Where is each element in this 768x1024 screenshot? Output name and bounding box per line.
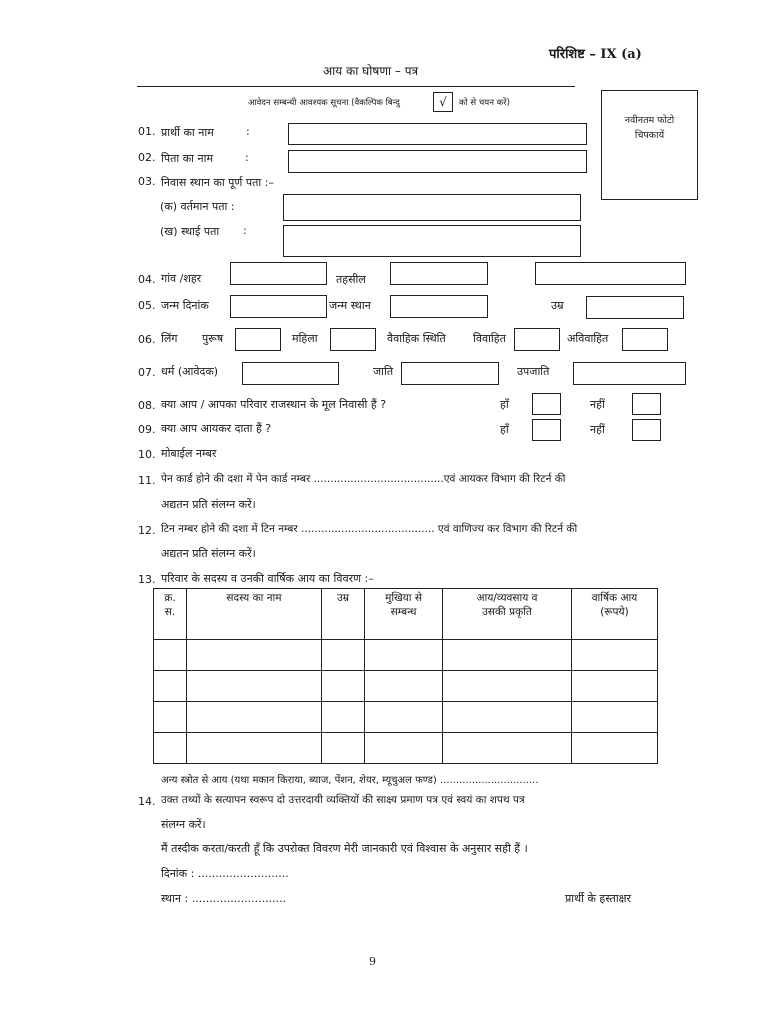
q14-line1: उक्त तथ्यों के सत्यापन स्वरूप दो उत्तरदायी व्यक्तियों की साक्ष्य प्रमाण पत्र एवं स्वयं का शपथ पत्र bbox=[161, 794, 525, 806]
q13-num: 13. bbox=[138, 573, 156, 586]
q06-num: 06. bbox=[138, 333, 156, 346]
q02-colon: : bbox=[245, 151, 249, 164]
q08-no-checkbox[interactable] bbox=[632, 393, 661, 415]
male-label: पुरूष bbox=[202, 332, 224, 345]
table-cell[interactable] bbox=[187, 671, 322, 702]
table-cell[interactable] bbox=[443, 733, 572, 764]
marital-status-label: वैवाहिक स्थिति bbox=[387, 332, 446, 345]
female-label: महिला bbox=[292, 332, 318, 345]
q01-num: 01. bbox=[138, 125, 156, 138]
appendix-label: परिशिष्ट – IX (a) bbox=[549, 47, 642, 62]
table-cell[interactable] bbox=[443, 702, 572, 733]
table-cell[interactable] bbox=[365, 640, 443, 671]
q14-num: 14. bbox=[138, 795, 156, 808]
table-cell[interactable] bbox=[572, 733, 658, 764]
table-cell[interactable] bbox=[154, 671, 187, 702]
table-row bbox=[154, 640, 658, 671]
unmarried-checkbox[interactable] bbox=[622, 328, 668, 351]
q14-line2: संलग्न करें। bbox=[161, 818, 206, 831]
table-cell[interactable] bbox=[365, 733, 443, 764]
age-field[interactable] bbox=[586, 296, 684, 319]
table-cell[interactable] bbox=[322, 702, 365, 733]
birthplace-field[interactable] bbox=[390, 295, 488, 318]
permanent-address-colon: : bbox=[243, 224, 247, 237]
q08-no-label: नहीं bbox=[590, 398, 605, 411]
table-cell[interactable] bbox=[365, 702, 443, 733]
district-field[interactable] bbox=[535, 262, 686, 285]
age-header: उम्र bbox=[322, 589, 365, 640]
date-line: दिनांक : .......................... bbox=[161, 867, 289, 880]
tick-box bbox=[433, 92, 453, 112]
q05-num: 05. bbox=[138, 299, 156, 312]
q03-num: 03. bbox=[138, 175, 156, 188]
unmarried-label: अविवाहित bbox=[567, 332, 609, 345]
married-checkbox[interactable] bbox=[514, 328, 560, 351]
q11-num: 11. bbox=[138, 474, 156, 487]
page-title: आय का घोषणा – पत्र bbox=[323, 64, 419, 78]
table-cell[interactable] bbox=[187, 733, 322, 764]
tehsil-label: तहसील bbox=[336, 273, 366, 286]
q04-label: गांव /शहर bbox=[161, 272, 202, 285]
member-name-header: सदस्य का नाम bbox=[187, 589, 322, 640]
table-cell[interactable] bbox=[154, 640, 187, 671]
q08-yes-label: हाँ bbox=[500, 398, 509, 411]
photo-box-line2: चिपकायें bbox=[634, 130, 665, 141]
birth-date-field[interactable] bbox=[230, 295, 327, 318]
annual-income-header: वार्षिक आय (रूपये) bbox=[572, 589, 658, 640]
declaration-text: मैं तस्दीक करता/करती हूँ कि उपरोक्त विवरण मेरी जानकारी एवं विश्वास के अनुसार सही हैं । bbox=[161, 842, 528, 855]
q05-label: जन्म दिनांक bbox=[161, 299, 209, 312]
q01-label: प्रार्थी का नाम bbox=[161, 126, 214, 139]
q11-line2: अद्यतन प्रति संलग्न करें। bbox=[161, 498, 256, 511]
subcaste-label: उपजाति bbox=[517, 365, 550, 378]
other-income-line: अन्य स्त्रोत से आय (यथा मकान किराया, ब्याज, पेंशन, शेयर, म्यूचुअल फण्ड) ............................... bbox=[161, 775, 539, 786]
q12-line2: अद्यतन प्रति संलग्न करें। bbox=[161, 547, 256, 560]
q09-no-label: नहीं bbox=[590, 423, 605, 436]
birthplace-label: जन्म स्थान bbox=[329, 299, 371, 312]
table-header-row bbox=[154, 589, 658, 640]
table-cell[interactable] bbox=[322, 640, 365, 671]
signature-label: प्रार्थी के हस्ताक्षर bbox=[565, 892, 632, 905]
table-cell[interactable] bbox=[443, 640, 572, 671]
table-cell[interactable] bbox=[187, 640, 322, 671]
table-cell[interactable] bbox=[187, 702, 322, 733]
married-label: विवाहित bbox=[473, 332, 506, 345]
q09-num: 09. bbox=[138, 423, 156, 436]
current-address-label: (क) वर्तमान पता : bbox=[160, 200, 235, 213]
subcaste-field[interactable] bbox=[573, 362, 686, 385]
q01-colon: : bbox=[246, 125, 250, 138]
occupation-header: आय/व्यवसाय व उसकी प्रकृति bbox=[443, 589, 572, 640]
table-row bbox=[154, 702, 658, 733]
female-checkbox[interactable] bbox=[330, 328, 376, 351]
instruction-suffix: को से चयन करें) bbox=[459, 98, 510, 108]
table-cell[interactable] bbox=[572, 702, 658, 733]
q09-yes-label: हाँ bbox=[500, 423, 509, 436]
age-label: उम्र bbox=[551, 299, 564, 312]
q07-num: 07. bbox=[138, 366, 156, 379]
photo-box[interactable] bbox=[601, 90, 698, 200]
table-cell[interactable] bbox=[572, 640, 658, 671]
q06-label: लिंग bbox=[161, 332, 178, 345]
q03-label: निवास स्थान का पूर्ण पता :– bbox=[161, 176, 274, 189]
q12-num: 12. bbox=[138, 524, 156, 537]
table-cell[interactable] bbox=[154, 702, 187, 733]
q09-no-checkbox[interactable] bbox=[632, 419, 661, 441]
relation-header: मुखिया से सम्बन्ध bbox=[365, 589, 443, 640]
applicant-name-field[interactable] bbox=[288, 123, 587, 145]
table-cell[interactable] bbox=[365, 671, 443, 702]
table-cell[interactable] bbox=[154, 733, 187, 764]
tick-icon: √ bbox=[439, 95, 447, 109]
q08-label: क्या आप / आपका परिवार राजस्थान के मूल निवासी हैं ? bbox=[161, 398, 387, 411]
table-row bbox=[154, 671, 658, 702]
instruction-prefix: आवेदन सम्बन्धी आवश्यक सूचना (वैकल्पिक बिन्दु bbox=[248, 98, 400, 108]
permanent-address-label: (ख) स्थाई पता bbox=[160, 225, 220, 238]
current-address-field[interactable] bbox=[283, 194, 581, 221]
table-cell[interactable] bbox=[322, 671, 365, 702]
family-members-table bbox=[153, 588, 658, 764]
caste-label: जाति bbox=[373, 365, 394, 378]
serial-header: क्र. स. bbox=[154, 589, 187, 640]
religion-field[interactable] bbox=[242, 362, 339, 385]
table-cell[interactable] bbox=[443, 671, 572, 702]
q02-num: 02. bbox=[138, 151, 156, 164]
q13-label: परिवार के सदस्य व उनकी वार्षिक आय का विवरण :– bbox=[161, 572, 374, 585]
q08-yes-checkbox[interactable] bbox=[532, 393, 561, 415]
q12-line1: टिन नम्बर होने की दशा में टिन नम्बर ........................................ एवं वाणिज्य कर विभाग की रिटर्न की bbox=[161, 523, 578, 535]
page-number: 9 bbox=[369, 955, 376, 968]
place-line: स्थान : ........................... bbox=[161, 892, 287, 905]
q04-num: 04. bbox=[138, 273, 156, 286]
table-row bbox=[154, 733, 658, 764]
q08-num: 08. bbox=[138, 399, 156, 412]
q02-label: पिता का नाम bbox=[161, 152, 214, 165]
title-underline bbox=[137, 86, 575, 87]
tehsil-field[interactable] bbox=[390, 262, 488, 285]
table-cell[interactable] bbox=[572, 671, 658, 702]
q10-label: मोबाईल नम्बर bbox=[161, 447, 217, 460]
q07-label: धर्म (आवेदक) bbox=[161, 365, 219, 378]
permanent-address-field[interactable] bbox=[283, 225, 581, 257]
male-checkbox[interactable] bbox=[235, 328, 281, 351]
caste-field[interactable] bbox=[401, 362, 499, 385]
photo-box-line1: नवीनतम फोटो bbox=[624, 115, 675, 126]
q11-line1: पेन कार्ड होने की दशा में पेन कार्ड नम्बर .......................................एवं आयकर विभाग की रिटर्न की bbox=[161, 473, 566, 485]
village-city-field[interactable] bbox=[230, 262, 327, 285]
q09-yes-checkbox[interactable] bbox=[532, 419, 561, 441]
table-cell[interactable] bbox=[322, 733, 365, 764]
father-name-field[interactable] bbox=[288, 150, 587, 173]
q09-label: क्या आप आयकर दाता हैं ? bbox=[161, 422, 272, 435]
q10-num: 10. bbox=[138, 448, 156, 461]
